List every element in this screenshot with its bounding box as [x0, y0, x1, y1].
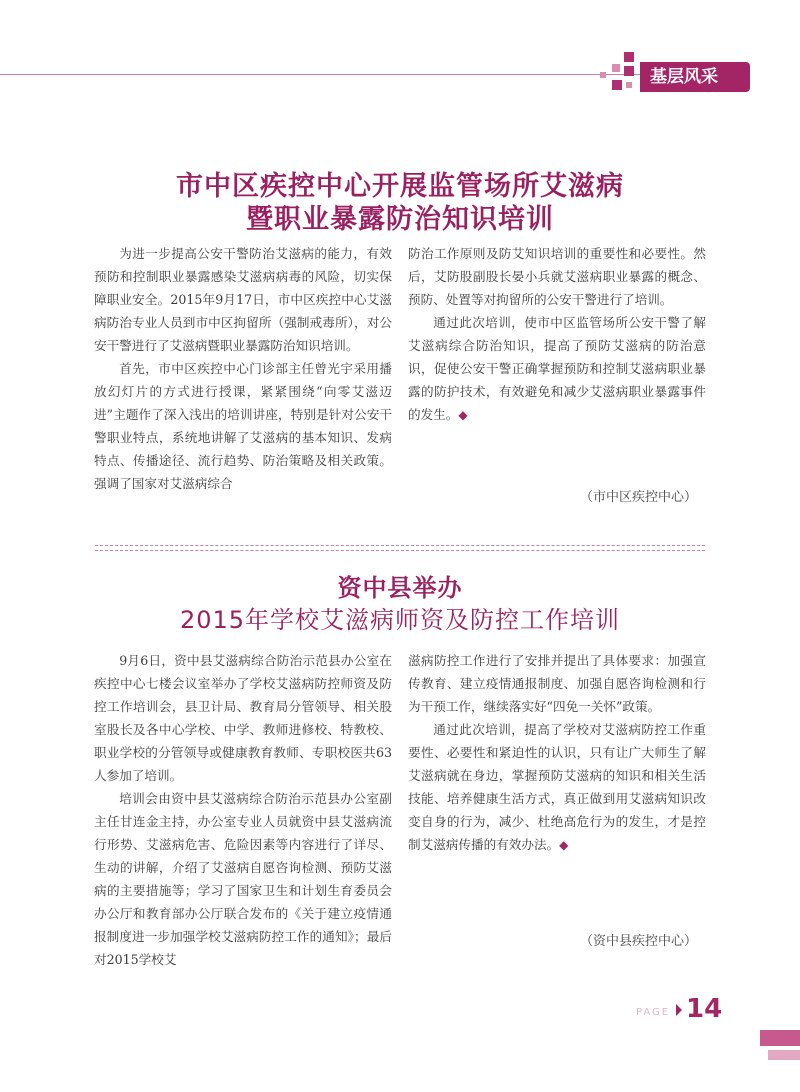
end-diamond-icon: ◆ [458, 408, 468, 422]
page-number: 14 [686, 994, 723, 1024]
footer-decoration [768, 1050, 800, 1060]
article1-right-column [408, 242, 706, 427]
article2-paragraph: 培训会由资中县艾滋病综合防治示范县办公室副主任甘连金主持，办公室专业人员就资中县艾滋病流行形势、艾滋病危害、危险因素等内容进行了详尽、生动的讲解，介绍了艾滋病自愿咨询检测、预防艾滋病的主要措施等；学习了国家卫生和计划生育委员会办公厅和教育部办公厅联合发布的《关于建立疫情通报制度进一步加强学校艾滋病防控工作的通知》；最后对2015学校艾 [94, 791, 392, 967]
article2-paragraph-text: 通过此次培训，提高了学校对艾滋病防控工作重要性、必要性和紧迫性的认识，只有让广大师生了解艾滋病就在身边，掌握预防艾滋病的知识和相关生活技能、培养健康生活方式，真正做到用艾滋病知识改变自身的行为，减少、杜绝高危行为的发生，才是控制艾滋病传播的有效办法。 [408, 722, 706, 852]
article1-paragraph: 为进一步提高公安干警防治艾滋病的能力，有效预防和控制职业暴露感染艾滋病病毒的风险，切实保障职业安全。2015年9月17日，市中区疾控中心艾滋病防治专业人员到市中区拘留所（强制戒毒所），对公安干警进行了艾滋病暨职业暴露防治知识培训。 [94, 246, 392, 353]
article1-left-column [94, 242, 392, 495]
footer-decoration [760, 1030, 800, 1046]
article2-right-column [408, 649, 706, 857]
article2-credit: （资中县疾控中心） [580, 934, 698, 949]
article2-title-line1: 资中县举办 [337, 574, 463, 602]
article1-credit: （市中区疾控中心） [580, 490, 698, 505]
article1-paragraph [408, 311, 706, 427]
section-label: 基层风采 [640, 62, 750, 92]
article2-title-line2: 2015年学校艾滋病师资及防控工作培训 [179, 606, 621, 634]
article1-title-line1: 市中区疾控中心开展监管场所艾滋病 [176, 171, 624, 202]
article2-paragraph [408, 718, 706, 857]
article2-left-column [94, 649, 392, 971]
article2-paragraph: 9月6日，资中县艾滋病综合防治示范县办公室在疾控中心七楼会议室举办了学校艾滋病防控师资及防控工作培训会，县卫计局、教育局分管领导、相关股室股长及各中心学校、中学、教师进修校、特教校、职业学校的分管领导或健康教育教师、专职校医共63人参加了培训。 [94, 653, 392, 783]
end-diamond-icon: ◆ [559, 838, 569, 852]
article2-paragraph: 滋病防控工作进行了安排并提出了具体要求：加强宣传教育、建立疫情通报制度、加强自愿咨询检测和行为干预工作，继续落实好“四免一关怀”政策。 [408, 653, 706, 714]
article1-paragraph: 首先，市中区疾控中心门诊部主任曾光宇采用播放幻灯片的方式进行授课，紧紧围绕“向零艾滋迈进”主题作了深入浅出的培训讲座，特别是针对公安干警职业特点，系统地讲解了艾滋病的基本知识、发病特点、传播途径、流行趋势、防治策略及相关政策。强调了国家对艾滋病综合 [94, 361, 392, 491]
page-label: PAGE [636, 1007, 671, 1018]
article1-title-line2: 暨职业暴露防治知识培训 [246, 204, 554, 235]
article1-paragraph-text: 通过此次培训，使市中区监管场所公安干警了解艾滋病综合防治知识，提高了预防艾滋病的防治意识，促使公安干警正确掌握预防和控制艾滋病职业暴露的防护技术，有效避免和减少艾滋病职业暴露事件的发生。 [408, 315, 706, 422]
article1-paragraph: 防治工作原则及防艾知识培训的重要性和必要性。然后，艾防股副股长晏小兵就艾滋病职业暴露的概念、预防、处置等对拘留所的公安干警进行了培训。 [408, 246, 706, 307]
header-rule [0, 74, 640, 75]
article-divider [95, 545, 705, 551]
page-marker-icon [676, 1004, 682, 1016]
